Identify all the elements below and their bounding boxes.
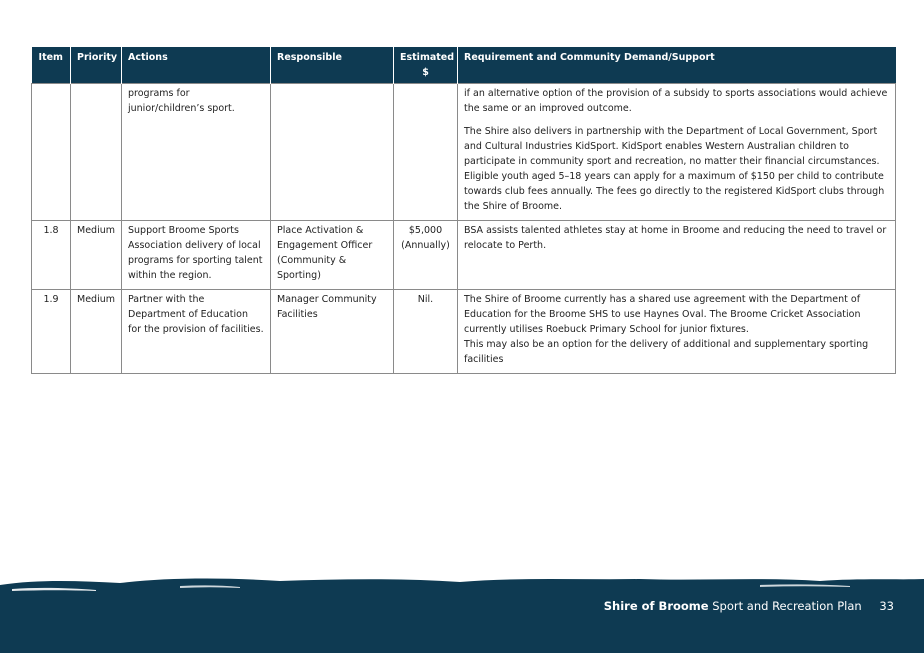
cell-actions: Partner with the Department of Education for the provision of facilities. [122, 290, 271, 374]
cell-responsible: Place Activation & Engagement Officer (Community & Sporting) [271, 221, 394, 290]
cell-priority: Medium [71, 221, 122, 290]
table-row [32, 84, 896, 221]
cell-requirement [458, 221, 896, 290]
requirement-paragraph: BSA assists talented athletes stay at home in Broome and reducing the need to travel or relocate to Perth. [464, 225, 887, 251]
requirement-paragraph: The Shire of Broome currently has a shared use agreement with the Department of Education for the Broome SHS to use Haynes Oval. The Broome Cricket Association currently utilises Roebuck Primary School for junior fixtures. This may also be an option for the delivery of additional and supplementary sporting facilities [464, 294, 869, 365]
header-priority: Priority [71, 47, 122, 84]
cell-responsible [271, 84, 394, 221]
page-number: 33 [879, 599, 894, 613]
requirement-paragraph: The Shire also delivers in partnership with the Department of Local Government, Sport and Cultural Industries KidSport. KidSport enables Western Australian children to participate in community sport and recreation, no matter their financial circumstances. Eligible youth aged 5–18 years can apply for a maximum of $150 per child to contribute towards club fees annually. The fees go directly to the registered KidSport clubs through the Shire of Broome. [464, 126, 885, 212]
cell-requirement [458, 290, 896, 374]
cell-estimated: $5,000 (Annually) [394, 221, 458, 290]
table-row [32, 290, 896, 374]
cell-item [32, 84, 71, 221]
header-requirement: Requirement and Community Demand/Support [458, 47, 896, 84]
cell-estimated [394, 84, 458, 221]
header-item: Item [32, 47, 71, 84]
cell-priority: Medium [71, 290, 122, 374]
footer-brand: Shire of Broome [603, 599, 709, 613]
cell-item: 1.9 [32, 290, 71, 374]
cell-item: 1.8 [32, 221, 71, 290]
requirement-paragraph: if an alternative option of the provision of a subsidy to sports associations would achieve the same or an improved outcome. [464, 88, 888, 114]
action-plan-table-wrapper [31, 47, 895, 374]
footer-title [604, 599, 894, 613]
cell-actions: Support Broome Sports Association delivery of local programs for sporting talent within the region. [122, 221, 271, 290]
cell-priority [71, 84, 122, 221]
table-header-row [32, 47, 896, 84]
footer-wave-band [0, 575, 924, 653]
cell-estimated: Nil. [394, 290, 458, 374]
cell-actions: programs for junior/children’s sport. [122, 84, 271, 221]
header-responsible: Responsible [271, 47, 394, 84]
header-actions: Actions [122, 47, 271, 84]
table-row [32, 221, 896, 290]
header-estimated: Estimated $ [394, 47, 458, 84]
cell-requirement [458, 84, 896, 221]
cell-responsible: Manager Community Facilities [271, 290, 394, 374]
footer-document-title: Sport and Recreation Plan [712, 599, 862, 613]
action-plan-table [31, 47, 896, 374]
